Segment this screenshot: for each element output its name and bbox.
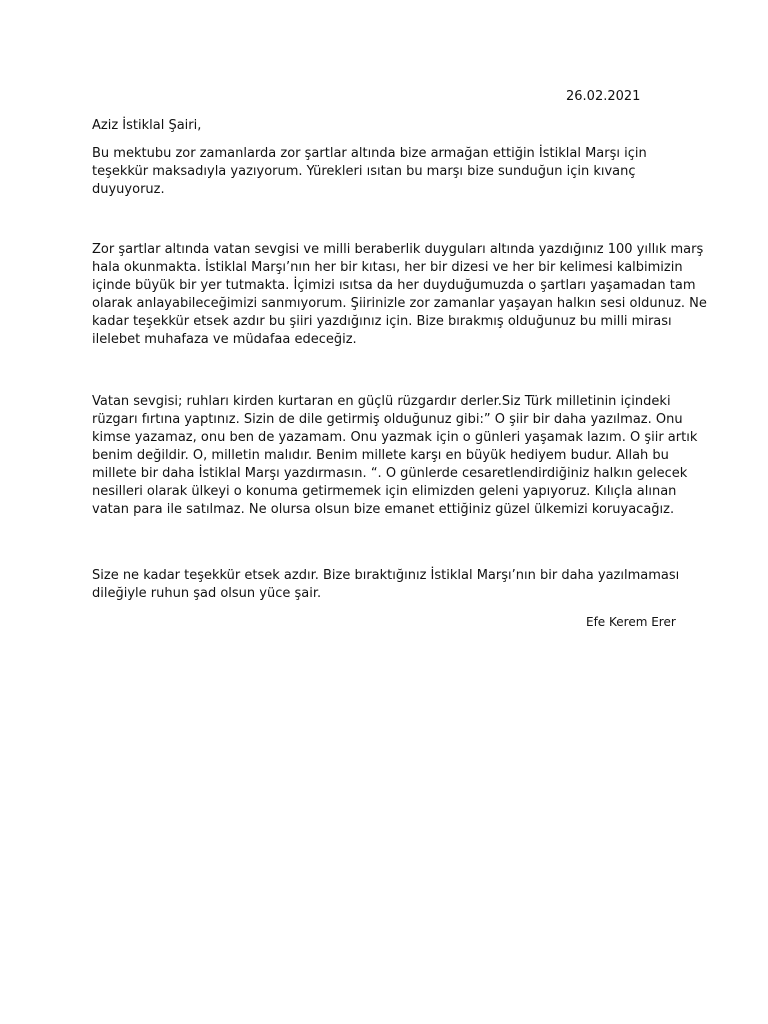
letter-paragraph-1 bbox=[92, 145, 647, 199]
paragraph-line: vatan para ile satılmaz. Ne olursa olsun bize emanet ettiğiniz güzel ülkemizi koruyacağız. bbox=[92, 502, 675, 517]
paragraph-line: teşekkür maksadıyla yazıyorum. Yürekleri ısıtan bu marşı bize sunduğun için kıvanç bbox=[92, 164, 636, 179]
paragraph-line: benim değildir. O, milletin malıdır. Benim millete karşı en büyük hediyem budur. Allah bu bbox=[92, 448, 669, 463]
letter-salutation: Aziz İstiklal Şairi, bbox=[92, 118, 202, 133]
paragraph-line: ilelebet muhafaza ve müdafaa edeceğiz. bbox=[92, 332, 357, 347]
paragraph-line: kimse yazamaz, onu ben de yazamam. Onu yazmak için o günleri yaşamak lazım. O şiir artık bbox=[92, 430, 698, 445]
paragraph-line: dileğiyle ruhun şad olsun yüce şair. bbox=[92, 586, 322, 601]
paragraph-line: rüzgarı fırtına yaptınız. Sizin de dile getirmiş olduğunuz gibi:” O şiir bir daha yazılmaz. Onu bbox=[92, 412, 683, 427]
paragraph-line: Bu mektubu zor zamanlarda zor şartlar altında bize armağan ettiğin İstiklal Marşı için bbox=[92, 146, 647, 161]
paragraph-line: hala okunmakta. İstiklal Marşı’nın her bir kıtası, her bir dizesi ve her bir kelimesi kalbimizin bbox=[92, 260, 683, 275]
paragraph-line: içinde büyük bir yer tutmakta. İçimizi ısıtsa da her duyduğumuzda o şartları yaşamadan tam bbox=[92, 278, 696, 293]
letter-signature: Efe Kerem Erer bbox=[586, 615, 676, 629]
letter-date: 26.02.2021 bbox=[566, 89, 641, 104]
letter-paragraph-4 bbox=[92, 567, 679, 603]
paragraph-line: Zor şartlar altında vatan sevgisi ve milli beraberlik duyguları altında yazdığınız 100 yıllık marş bbox=[92, 242, 704, 257]
paragraph-line: nesilleri olarak ülkeyi o konuma getirmemek için elimizden geleni yapıyoruz. Kılıçla alınan bbox=[92, 484, 677, 499]
paragraph-line: duyuyoruz. bbox=[92, 182, 165, 197]
letter-paragraph-3 bbox=[92, 393, 697, 519]
paragraph-line: millete bir daha İstiklal Marşı yazdırmasın. “. O günlerde cesaretlendirdiğiniz halkın gelecek bbox=[92, 466, 688, 481]
paragraph-line: Size ne kadar teşekkür etsek azdır. Bize bıraktığınız İstiklal Marşı’nın bir daha yazılmaması bbox=[92, 568, 680, 583]
paragraph-line: kadar teşekkür etsek azdır bu şiiri yazdığınız için. Bize bırakmış olduğunuz bu milli mirası bbox=[92, 314, 672, 329]
letter-paragraph-2 bbox=[92, 241, 707, 349]
paragraph-line: olarak anlayabileceğimizi sanmıyorum. Şiirinizle zor zamanlar yaşayan halkın sesi oldunuz. Ne bbox=[92, 296, 707, 311]
paragraph-line: Vatan sevgisi; ruhları kirden kurtaran en güçlü rüzgardır derler.Siz Türk milletinin içindeki bbox=[92, 394, 671, 409]
